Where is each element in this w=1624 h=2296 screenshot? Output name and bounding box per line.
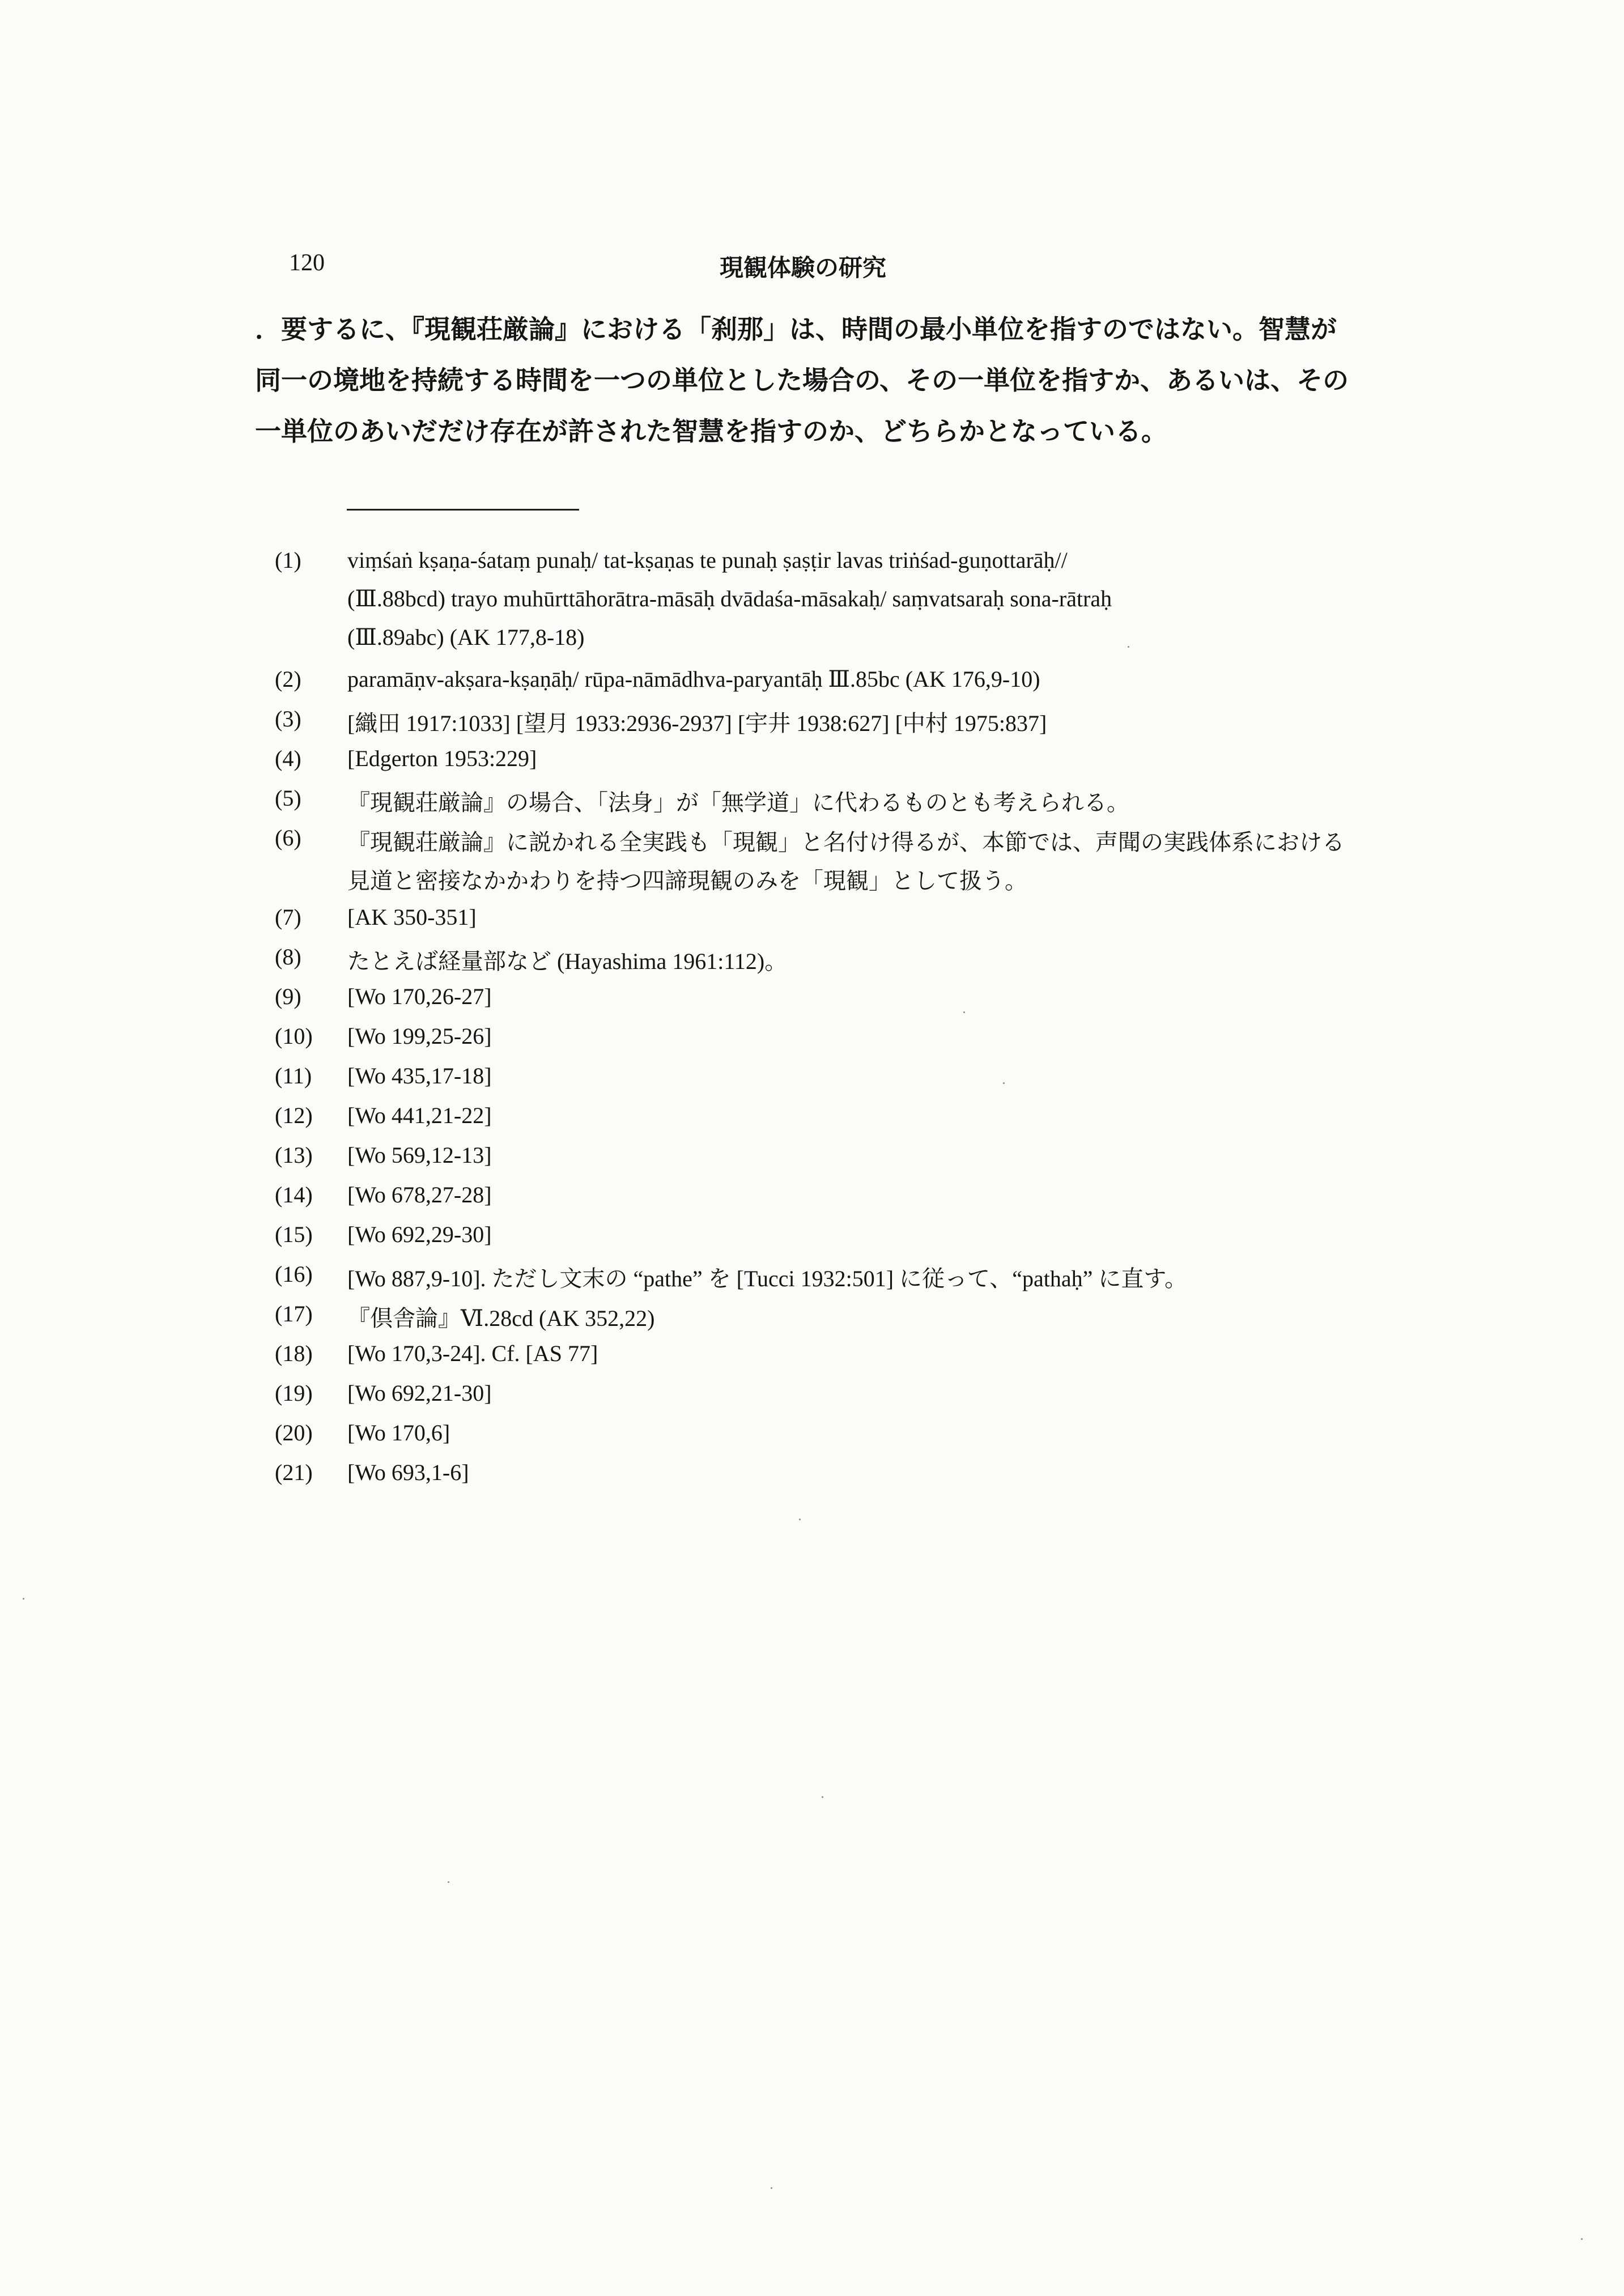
- footnote-number: (4): [275, 746, 301, 771]
- footnote-number: (9): [275, 984, 301, 1009]
- footnote-number: (11): [275, 1063, 312, 1089]
- footnote-number: (2): [275, 666, 301, 692]
- footnote-text: [Edgerton 1953:229]: [347, 746, 537, 771]
- footnote-number: (16): [275, 1261, 313, 1287]
- footnote-text: [Wo 170,26-27]: [347, 984, 492, 1009]
- footnote-text: paramāṇv-akṣara-kṣaṇāḥ/ rūpa-nāmādhva-paryantāḥ Ⅲ.85bc (AK 176,9-10): [347, 666, 1040, 692]
- scan-speck: [799, 1519, 801, 1520]
- footnote-text: [織田 1917:1033] [望月 1933:2936-2937] [宇井 1938:627] [中村 1975:837]: [347, 711, 1047, 736]
- body-line: ．要するに、『現観荘厳論』における「刹那」は、時間の最小単位を指すのではない。智慧が: [255, 314, 1337, 345]
- footnote-text: [Wo 887,9-10]. ただし文末の “pathe” を [Tucci 1932:501] に従って、“pathaḥ” に直す。: [347, 1266, 1188, 1291]
- footnote-divider: [347, 509, 579, 511]
- footnote-text: [Wo 170,6]: [347, 1420, 450, 1445]
- footnote-number: (15): [275, 1222, 313, 1247]
- footnote-number: (5): [275, 785, 301, 811]
- scan-speck: [23, 1598, 24, 1600]
- scan-speck: [1003, 1082, 1005, 1084]
- footnote-text: 『現観荘厳論』に説かれる全実践も「現観」と名付け得るが、本節では、声聞の実践体系における: [347, 830, 1345, 855]
- footnote-text: 『倶舎論』Ⅵ.28cd (AK 352,22): [347, 1306, 655, 1331]
- footnote-text: 『現観荘厳論』の場合、「法身」が「無学道」に代わるものとも考えられる。: [347, 790, 1129, 815]
- footnote-text: [Wo 692,29-30]: [347, 1222, 492, 1247]
- footnote-number: (6): [275, 825, 301, 851]
- footnote-text: [Wo 678,27-28]: [347, 1182, 492, 1207]
- footnote-number: (17): [275, 1301, 313, 1326]
- scan-speck: [1128, 646, 1129, 648]
- footnote-number: (1): [275, 547, 301, 573]
- running-title: 現観体験の研究: [720, 254, 887, 282]
- footnote-text: viṃśaṅ kṣaṇa-śataṃ punaḥ/ tat-kṣaṇas te punaḥ ṣaṣṭir lavas triṅśad-guṇottarāḥ//: [347, 547, 1068, 573]
- footnote-text: [Wo 199,25-26]: [347, 1023, 492, 1049]
- footnote-text: [Wo 170,3-24]. Cf. [AS 77]: [347, 1341, 598, 1366]
- footnote-text: 見道と密接なかかわりを持つ四諦現観のみを「現観」として扱う。: [347, 868, 1027, 894]
- scan-speck: [963, 1011, 965, 1013]
- footnote-text: たとえば経量部など (Hayashima 1961:112)。: [347, 949, 788, 974]
- footnote-text: [Wo 569,12-13]: [347, 1142, 492, 1168]
- footnote-number: (18): [275, 1341, 313, 1366]
- body-line: 同一の境地を持続する時間を一つの単位とした場合の、その一単位を指すか、あるいは、その: [255, 365, 1349, 396]
- footnote-text: [Wo 692,21-30]: [347, 1380, 492, 1406]
- footnote-number: (20): [275, 1420, 313, 1445]
- footnote-number: (21): [275, 1460, 313, 1485]
- footnote-text: [Wo 435,17-18]: [347, 1063, 492, 1089]
- footnote-text: [Wo 441,21-22]: [347, 1103, 492, 1128]
- footnote-text: [AK 350-351]: [347, 904, 477, 930]
- footnote-number: (10): [275, 1023, 313, 1049]
- footnote-text: (Ⅲ.89abc) (AK 177,8-18): [347, 624, 585, 650]
- footnote-number: (12): [275, 1103, 313, 1128]
- footnote-number: (3): [275, 706, 301, 732]
- scan-speck: [448, 1881, 449, 1883]
- scan-speck: [822, 1796, 823, 1798]
- footnote-number: (19): [275, 1380, 313, 1406]
- footnote-number: (8): [275, 944, 301, 970]
- scan-speck: [1581, 2238, 1583, 2240]
- scan-speck: [771, 2187, 772, 2189]
- footnote-number: (7): [275, 904, 301, 930]
- body-line: 一単位のあいだだけ存在が許された智慧を指すのか、どちらかとなっている。: [255, 416, 1167, 447]
- page-number: 120: [289, 250, 325, 276]
- footnote-text: [Wo 693,1-6]: [347, 1460, 469, 1485]
- footnote-number: (13): [275, 1142, 313, 1168]
- footnote-text: (Ⅲ.88bcd) trayo muhūrttāhorātra-māsāḥ dvādaśa-māsakaḥ/ saṃvatsaraḥ sona-rātraḥ: [347, 586, 1112, 611]
- footnote-number: (14): [275, 1182, 313, 1207]
